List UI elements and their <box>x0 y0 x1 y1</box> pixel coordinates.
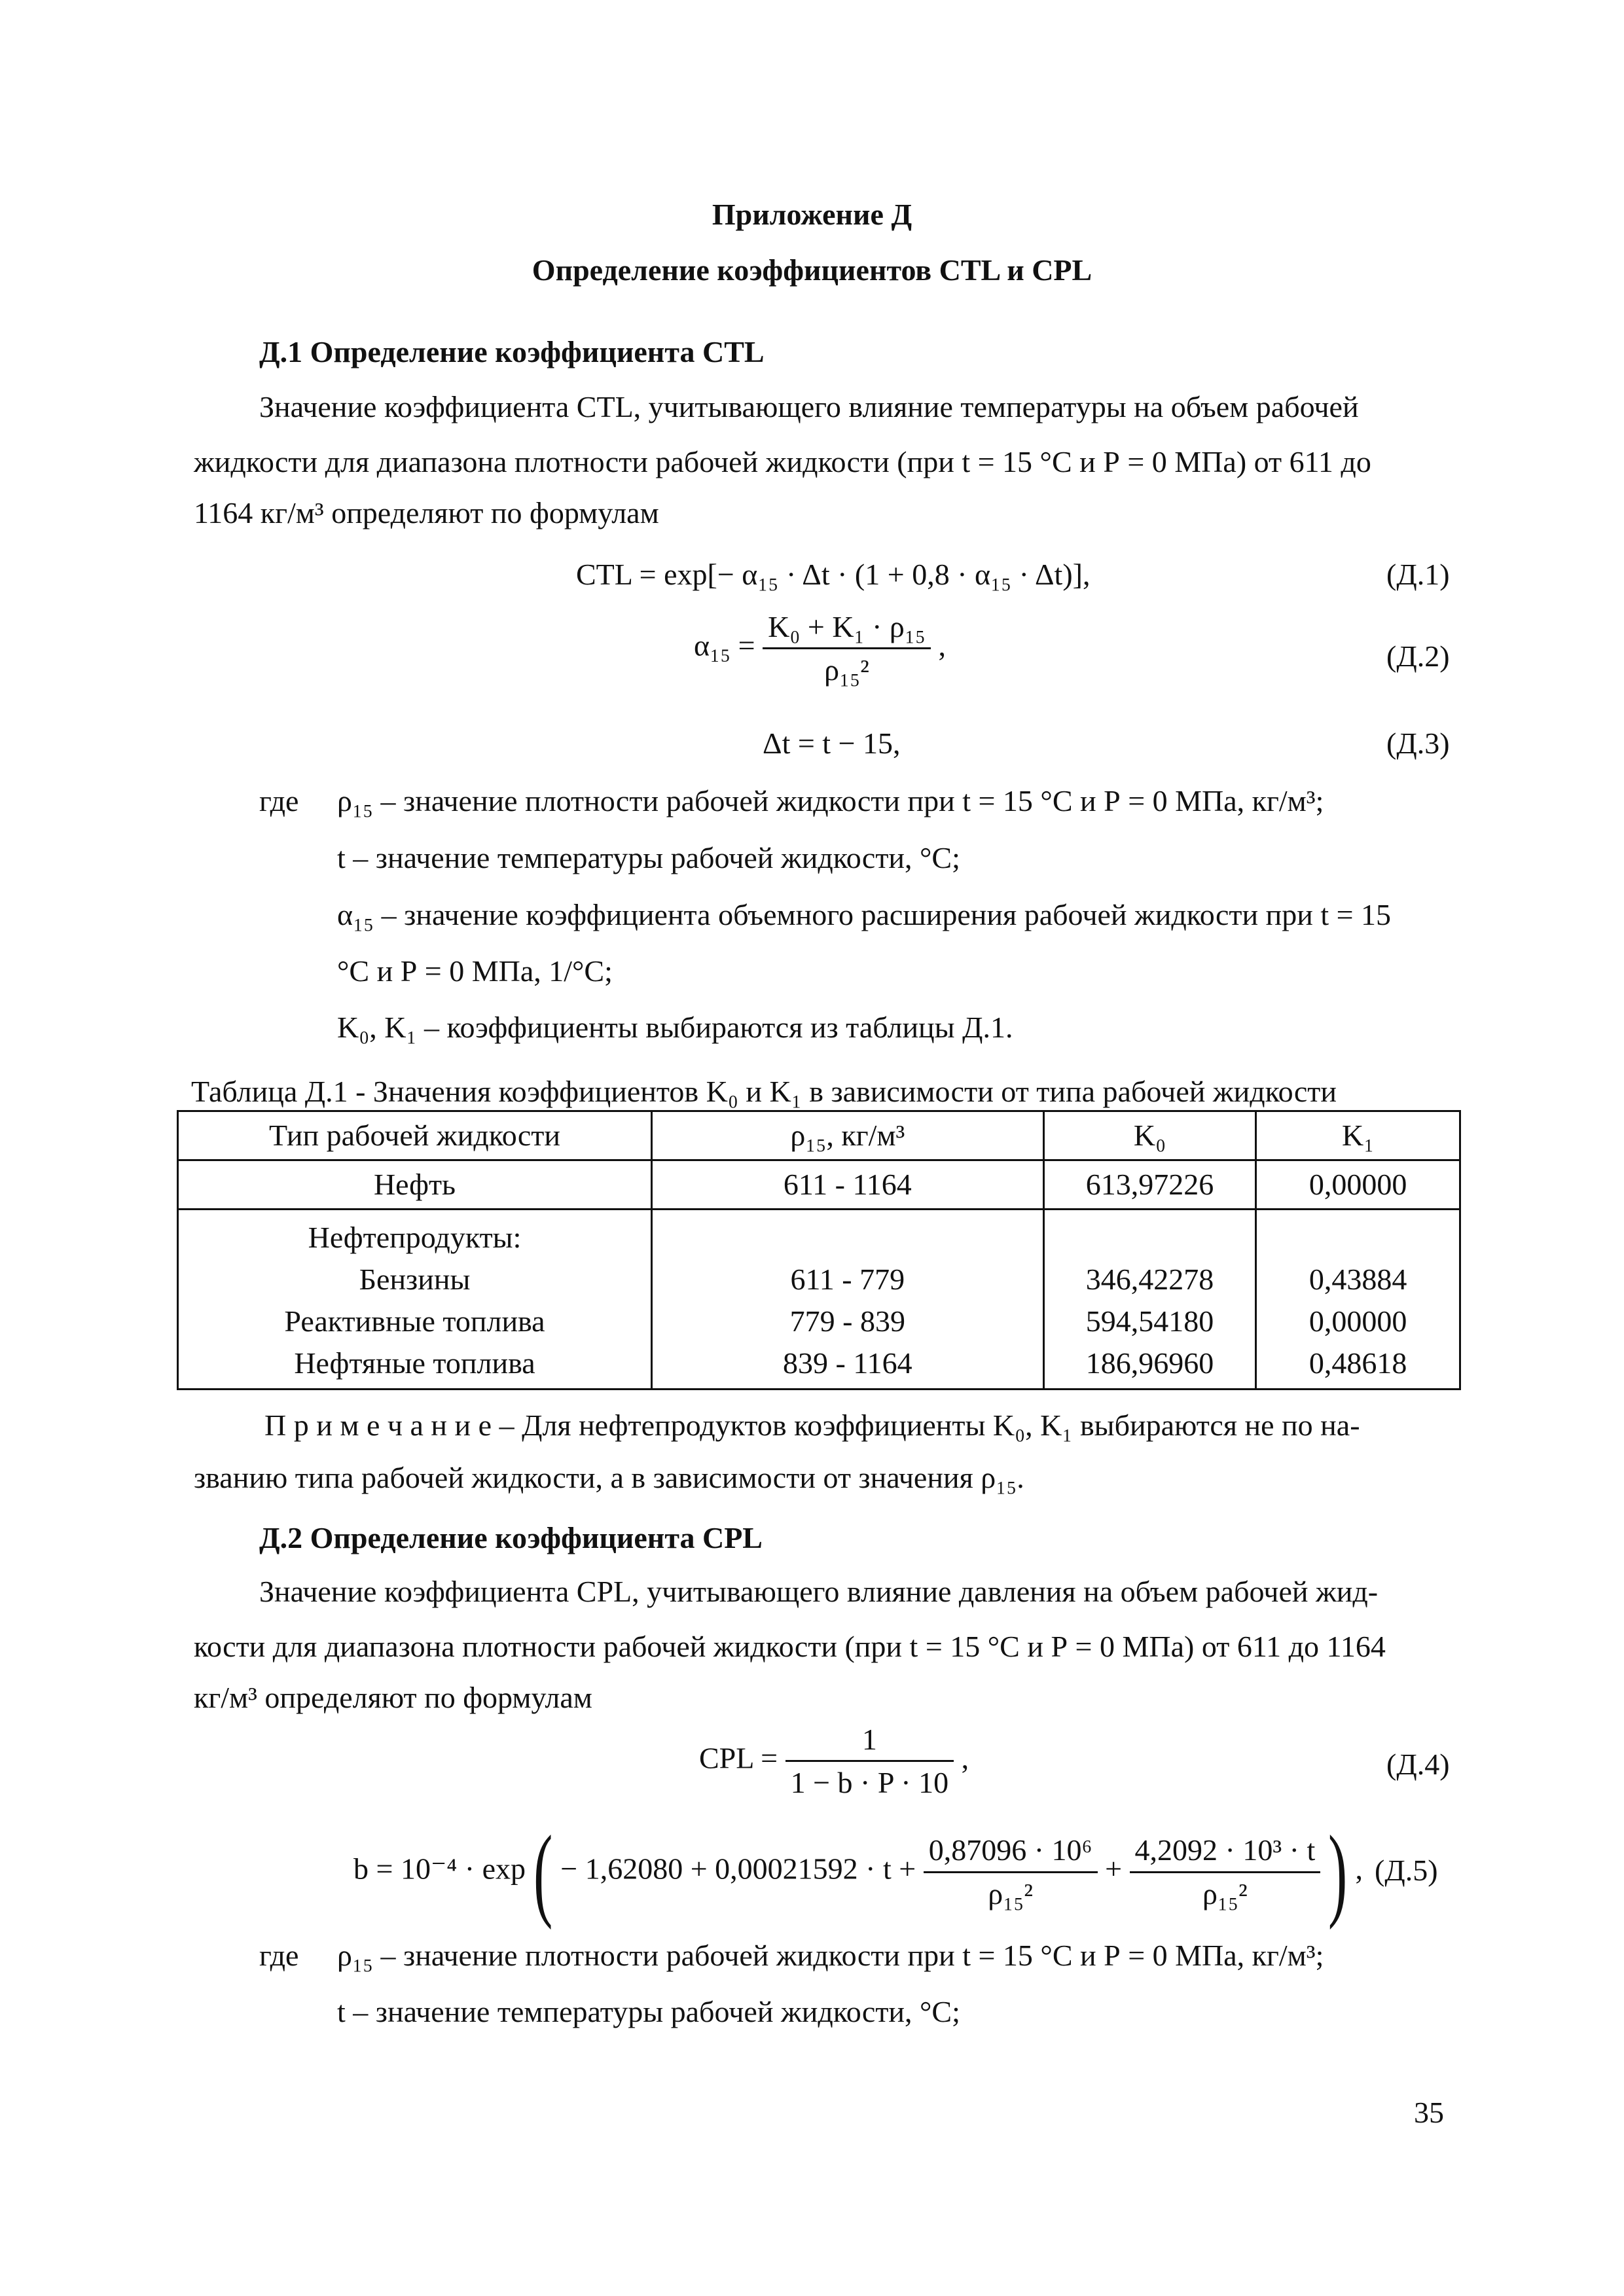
table-row <box>178 1210 1460 1390</box>
table-value: 611 - 779 <box>790 1263 905 1296</box>
formula-d4-denominator: 1 − b · P · 10 <box>790 1766 949 1800</box>
formula-d5-plus: + <box>1105 1852 1123 1886</box>
table-cell-type: Нефть <box>178 1160 652 1210</box>
formula-d2-number: (Д.2) <box>1386 639 1450 673</box>
section1-intro-line3: 1164 кг/м³ определяют по формулам <box>194 496 659 529</box>
formula-d4-number: (Д.4) <box>1386 1748 1450 1781</box>
table-subtype: Бензины <box>359 1263 471 1296</box>
formula-d3: Δt = t − 15, <box>763 726 901 760</box>
formula-d4-lhs: CPL = <box>699 1741 778 1775</box>
formula-d2-denominator: ρ₁₅² <box>824 653 869 687</box>
section2-def-t: t – значение температуры рабочей жидкости, °С; <box>337 1995 960 2028</box>
appendix-subtitle: Определение коэффициентов CTL и CPL <box>532 253 1092 287</box>
formula-d2 <box>694 609 946 688</box>
formula-d5-fraction1 <box>924 1832 1098 1911</box>
section1-def-rho: ρ₁₅ – значение плотности рабочей жидкости при t = 15 °С и Р = 0 МПа, кг/м³; <box>337 784 1324 817</box>
formula-d5-right-paren: ) <box>1328 1814 1348 1930</box>
section2-intro-line3: кг/м³ определяют по формулам <box>194 1681 592 1714</box>
section1-where: где <box>259 784 299 817</box>
table-note-line2: званию типа рабочей жидкости, а в зависимости от значения ρ₁₅. <box>194 1461 1024 1494</box>
table-cell-k0: 613,97226 <box>1043 1160 1256 1210</box>
section2-heading: Д.2 Определение коэффициента CPL <box>259 1521 763 1554</box>
formula-d4 <box>699 1721 969 1801</box>
formula-d3-number: (Д.3) <box>1386 726 1450 760</box>
table-value: 779 - 839 <box>789 1304 905 1338</box>
formula-d5-mid: − 1,62080 + 0,00021592 · t + <box>560 1852 916 1886</box>
formula-d5-tail: , <box>1355 1852 1363 1886</box>
formula-d5-numerator2: 4,2092 · 10³ · t <box>1130 1832 1321 1873</box>
note-text: – Для нефтепродуктов коэффициенты K₀, K₁ выбираются не по на- <box>499 1408 1360 1442</box>
formula-d2-fraction <box>763 609 931 688</box>
formula-d2-numerator: K₀ + K₁ · ρ₁₅ <box>763 609 931 649</box>
section2-def-rho: ρ₁₅ – значение плотности рабочей жидкости при t = 15 °С и Р = 0 МПа, кг/м³; <box>337 1939 1324 1972</box>
section2-intro-line1: Значение коэффициента CPL, учитывающего влияние давления на объем рабочей жид- <box>259 1575 1379 1608</box>
section1-def-alpha-a: α₁₅ – значение коэффициента объемного расширения рабочей жидкости при t = 15 <box>337 898 1392 931</box>
formula-d5-left-paren: ( <box>533 1814 553 1930</box>
formula-d2-lhs: α₁₅ = <box>694 628 755 662</box>
section1-def-alpha-b: °С и Р = 0 МПа, 1/°С; <box>337 954 613 988</box>
appendix-title: Приложение Д <box>712 198 912 231</box>
table-cell-k1: 0,00000 <box>1256 1160 1460 1210</box>
formula-d4-fraction <box>785 1721 954 1801</box>
table-value: 0,43884 <box>1308 1263 1407 1296</box>
formula-d5-numerator1: 0,87096 · 10⁶ <box>924 1832 1098 1873</box>
table-row <box>178 1160 1460 1210</box>
section1-intro-line2: жидкости для диапазона плотности рабочей жидкости (при t = 15 °С и Р = 0 МПа) от 611 до <box>194 445 1371 478</box>
table-note-line1 <box>264 1407 1360 1443</box>
table-header-type: Тип рабочей жидкости <box>178 1111 652 1160</box>
table-header-rho: ρ₁₅, кг/м³ <box>651 1111 1043 1160</box>
formula-d2-tail: , <box>938 628 946 662</box>
table-group-label: Нефтепродукты: <box>308 1221 522 1254</box>
page-number: 35 <box>1414 2096 1444 2129</box>
formula-d5-denominator2: ρ₁₅² <box>1202 1876 1248 1910</box>
formula-d1: CTL = exp[− α₁₅ · Δt · (1 + 0,8 · α₁₅ · Δt)], <box>576 558 1091 591</box>
formula-d5-lhs: b = 10⁻⁴ · exp <box>353 1852 526 1886</box>
table-header-k0: K₀ <box>1043 1111 1256 1160</box>
table-cell-type <box>178 1210 652 1390</box>
table-value: 186,96960 <box>1085 1346 1214 1380</box>
section1-def-t: t – значение температуры рабочей жидкости, °С; <box>337 841 960 874</box>
formula-d1-number: (Д.1) <box>1386 558 1450 591</box>
formula-d5-fraction2 <box>1130 1832 1321 1911</box>
table-value: 839 - 1164 <box>783 1346 912 1380</box>
section1-def-k: K₀, K₁ – коэффициенты выбираются из таблицы Д.1. <box>337 1011 1013 1044</box>
table-value: 594,54180 <box>1085 1304 1214 1338</box>
table-value: 346,42278 <box>1085 1263 1214 1296</box>
table-subtype: Нефтяные топлива <box>294 1346 535 1380</box>
formula-d4-numerator: 1 <box>785 1721 954 1762</box>
table-caption: Таблица Д.1 - Значения коэффициентов K₀ и K₁ в зависимости от типа рабочей жидкости <box>191 1075 1337 1108</box>
formula-d5 <box>353 1814 1363 1930</box>
table-value: 0,00000 <box>1308 1304 1407 1338</box>
table-cell-rho <box>651 1210 1043 1390</box>
coefficients-table <box>177 1110 1461 1390</box>
table-header-k1: K₁ <box>1256 1111 1460 1160</box>
table-subtype: Реактивные топлива <box>284 1304 545 1338</box>
section1-intro-line1: Значение коэффициента CTL, учитывающего влияние температуры на объем рабочей <box>259 390 1359 423</box>
formula-d5-denominator1: ρ₁₅² <box>988 1876 1034 1910</box>
formula-d5-number: (Д.5) <box>1375 1854 1438 1887</box>
section2-intro-line2: кости для диапазона плотности рабочей жидкости (при t = 15 °С и Р = 0 МПа) от 611 до 1164 <box>194 1630 1386 1663</box>
note-label: П р и м е ч а н и е <box>264 1408 492 1442</box>
table-cell-k0 <box>1043 1210 1256 1390</box>
table-header-row <box>178 1111 1460 1160</box>
section1-heading: Д.1 Определение коэффициента CTL <box>259 335 765 368</box>
section2-where: где <box>259 1939 299 1972</box>
table-value: 0,48618 <box>1308 1346 1407 1380</box>
table-cell-rho: 611 - 1164 <box>651 1160 1043 1210</box>
table-cell-k1 <box>1256 1210 1460 1390</box>
formula-d4-tail: , <box>961 1741 969 1775</box>
